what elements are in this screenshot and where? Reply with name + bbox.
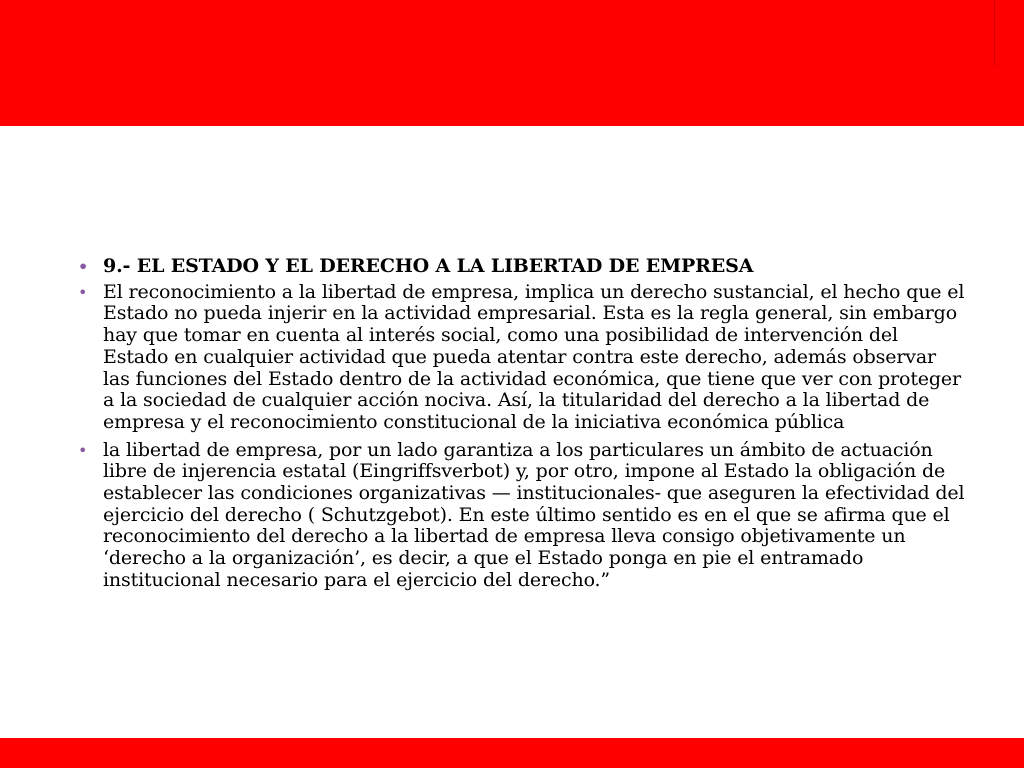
bullet-text: El reconocimiento a la libertad de empresa, implica un derecho sustancial, el hecho que el Estado no pueda injerir en la actividad empresarial. Esta es la regla general, sin embargo hay que tomar en cuenta al interés social, como una posibilidad de intervención del Estado en cualquier actividad que pueda atentar contra este derecho, además observar las funciones del Estado dentro de la actividad económica, que tiene que ver con proteger a la sociedad de cualquier acción nociva. Así, la titularidad del derecho a la libertad de empresa y el reconocimiento constitucional de la iniciativa económica pública <box>103 280 965 433</box>
bullet-heading <box>78 256 968 278</box>
bullet-icon: • <box>78 440 88 460</box>
bullet-text: 9.- EL ESTADO Y EL DERECHO A LA LIBERTAD DE EMPRESA <box>103 255 754 277</box>
bullet-paragraph-1 <box>78 282 968 434</box>
footer-banner <box>0 738 1024 768</box>
bullet-icon: • <box>78 282 88 302</box>
slide-body <box>78 256 968 598</box>
banner-divider <box>994 0 995 66</box>
header-banner <box>0 0 1024 126</box>
bullet-icon: • <box>78 257 89 276</box>
bullet-text: la libertad de empresa, por un lado garantiza a los particulares un ámbito de actuación libre de injerencia estatal (Eingriffsverbot) y, por otro, impone al Estado la obligación de establecer las condiciones organizativas — institucionales- que aseguren la efectividad del ejercicio del derecho ( Schutzgebot). En este último sentido es en el que se afirma que el reconocimiento del derecho a la libertad de empresa lleva consigo objetivamente un ‘derecho a la organización’, es decir, a que el Estado ponga en pie el entramado institucional necesario para el ejercicio del derecho.” <box>103 438 965 591</box>
bullet-paragraph-2 <box>78 440 968 592</box>
